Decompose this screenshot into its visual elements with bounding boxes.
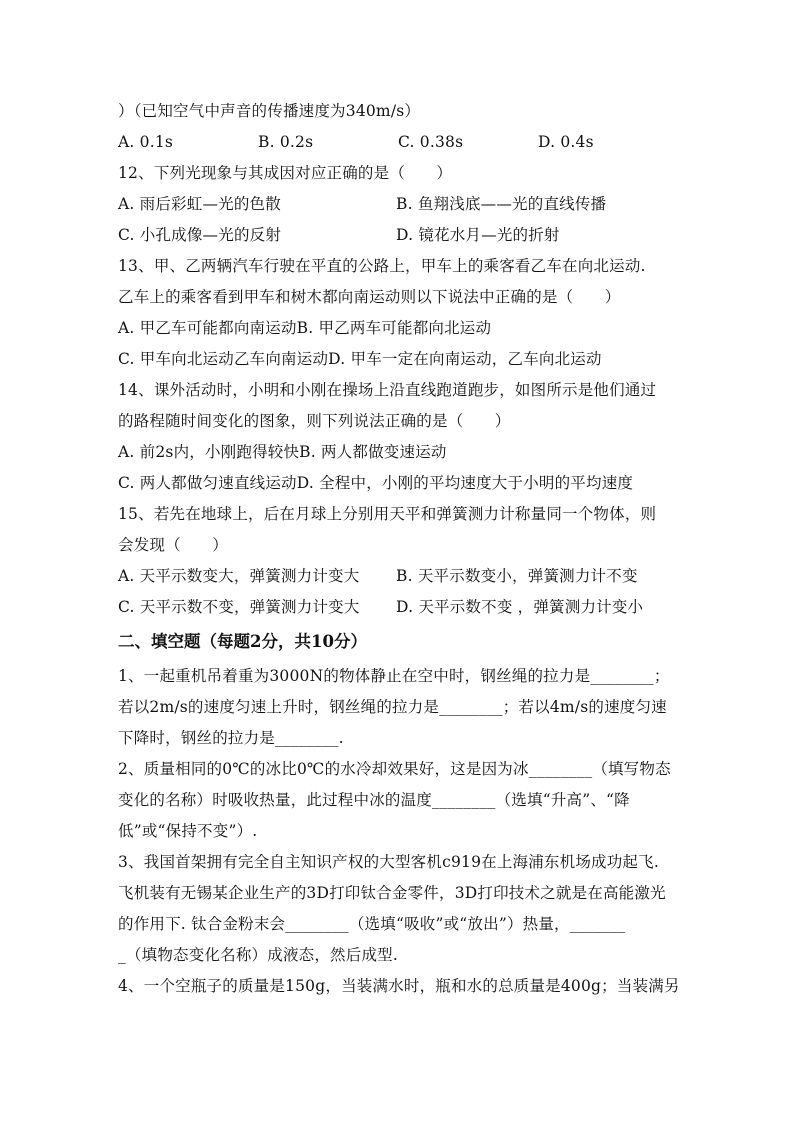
q11-option-b: B. 0.2s [258,133,314,151]
q15-option-c: C. 天平示数不变，弹簧测力计变大 [118,598,360,616]
q14-options-cd: C. 两人都做匀速直线运动D. 全程中，小刚的平均速度大于小明的平均速度 [118,474,634,492]
q15-stem-line1: 15、若先在地球上，后在月球上分别用天平和弹簧测力计称量同一个物体，则 [118,505,657,523]
f2-line2: 变化的名称）时吸收热量，此过程中冰的温度________（选填“升高”、“降 [118,791,630,809]
f1-line2: 若以2m/s的速度匀速上升时，钢丝绳的拉力是________；若以4m/s的速度匀速 [118,698,667,716]
q14-options-ab: A. 前2s内，小刚跑得较快B. 两人都做变速运动 [118,443,447,461]
q12-option-b: B. 鱼翔浅底——光的直线传播 [396,195,607,213]
q14-stem-line1: 14、课外活动时，小明和小刚在操场上沿直线跑道跑步，如图所示是他们通过 [118,381,657,399]
q13-options-ab: A. 甲乙车可能都向南运动B. 甲乙两车可能都向北运动 [118,319,492,337]
q13-stem-line1: 13、甲、乙两辆汽车行驶在平直的公路上，甲车上的乘客看乙车在向北运动. [118,257,646,275]
q12-option-d: D. 镜花水月—光的折射 [396,226,560,244]
exam-page [118,96,678,1002]
q11-option-d: D. 0.4s [538,133,594,151]
f2-line1: 2、质量相同的0℃的冰比0℃的水冷却效果好，这是因为冰________（填写物态 [118,760,671,778]
q11-option-a: A. 0.1s [118,133,174,151]
q13-stem-line2: 乙车上的乘客看到甲车和树木都向南运动则以下说法中正确的是（ ） [118,288,621,306]
q12-stem: 12、下列光现象与其成因对应正确的是（ ） [118,164,453,182]
q15-option-b: B. 天平示数变小，弹簧测力计不变 [396,567,638,585]
q13-options-cd: C. 甲车向北运动乙车向南运动D. 甲车一定在向南运动，乙车向北运动 [118,350,602,368]
q12-options-cd [118,220,678,251]
q14-stem-line2: 的路程随时间变化的图象，则下列说法正确的是（ ） [118,412,511,430]
q15-option-a: A. 天平示数变大，弹簧测力计变大 [118,567,360,585]
q15-options-ab [118,561,678,592]
f1-line3: 下降时，钢丝的拉力是________. [118,729,344,747]
f1-line1: 1、一起重机吊着重为3000N的物体静止在空中时，钢丝绳的拉力是________； [118,667,670,685]
q15-stem-line2: 会发现（ ） [118,536,228,554]
f3-line4: _（填物态变化名称）成液态，然后成型. [118,946,398,964]
q12-option-a: A. 雨后彩虹—光的色散 [118,195,281,213]
f3-line1: 3、我国首架拥有完全自主知识产权的大型客机c919在上海浦东机场成功起飞. [118,853,659,871]
q11-tail: ）（已知空气中声音的传播速度为340m/s） [118,102,421,120]
q11-option-c: C. 0.38s [398,133,464,151]
q12-option-c: C. 小孔成像—光的反射 [118,226,282,244]
f2-line3: 低”或“保持不变”）. [118,822,258,840]
section-heading-fill-in: 二、填空题（每题2分，共10分） [118,632,367,651]
f4-line1: 4、一个空瓶子的质量是150g，当装满水时，瓶和水的总质量是400g；当装满另 [118,977,680,995]
f3-line3: 的作用下. 钛合金粉末会________（选填“吸收”或“放出”）热量，_______ [118,915,626,933]
q11-options [118,127,678,158]
q15-option-d: D. 天平示数不变 ，弹簧测力计变小 [396,598,644,616]
f3-line2: 飞机装有无锡某企业生产的3D打印钛合金零件，3D打印技术之就是在高能激光 [118,884,666,902]
q12-options-ab [118,189,678,220]
q15-options-cd [118,592,678,623]
